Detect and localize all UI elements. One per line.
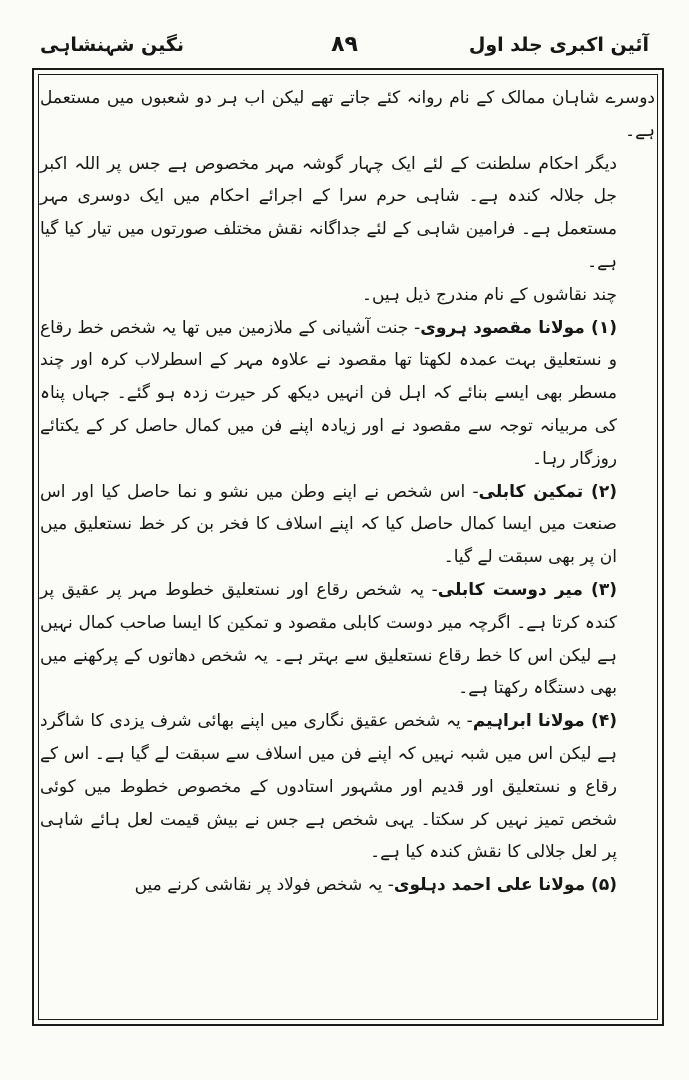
entry-ali-ahmad-dehlavi [40,869,655,902]
body-text [40,82,655,1012]
chapter-title: نگین شہنشاہی [40,34,185,56]
entry-text: - یہ شخص فولاد پر نقاشی کرنے میں [134,875,394,896]
page-header [30,26,659,66]
entry-maulana-ibrahim [40,705,655,869]
entry-heading: (۳) میر دوست کابلی [437,579,617,600]
entry-text: - یہ شخص عقیق نگاری میں اپنے بھائی شرف یزدی کا شاگرد ہے لیکن اس میں شبہ نہیں کہ اپنے فن میں اسلاف سے سبقت لے گیا ہے۔ اس کے رقاع و نستعلیق اور قدیم اور مشہور استادوں کے مخصوص خطوط میں کوئی شخص تمیز نہیں کر سکتا۔ یہی شخص ہے جس نے بیش قیمت لعل ہائے شاہی پر لعل جلالی کا نقش کندہ کیا ہے۔ [40,711,617,863]
entry-maqsud-harawi [40,312,655,476]
paragraph-engravers-intro: چند نقاشوں کے نام مندرج ذیل ہیں۔ [361,284,617,305]
entry-tamkin-kabuli [40,476,655,574]
entry-text: - جنت آشیانی کے ملازمین میں تھا یہ شخص خط رقاع و نستعلیق بہت عمدہ لکھتا تھا مقصود نے علاوہ مہر کے اسطرلاب کرہ اور چند مسطر بھی ایسے بنائے کہ اہل فن انہیں دیکھ کر حیرت زدہ ہو گئے۔ جہاں پناہ کی مربیانہ توجہ سے مقصود نے اور زیادہ اپنے فن میں کمال حاصل کر کے یکتائے روزگار رہا۔ [40,317,617,469]
entry-heading: (۵) مولانا علی احمد دہلوی [393,875,617,896]
paragraph-square-seal: دیگر احکام سلطنت کے لئے ایک چہار گوشہ مہر مخصوص ہے جس پر اللہ اکبر جل جلالہ کندہ ہے۔ شاہی حرم سرا کے اجرائے احکام میں ایک دوسری مہر مستعمل ہے۔ فرامین شاہی کے لئے جداگانہ نقش مختلف صورتوں میں تیار کیا گیا ہے۔ [40,153,617,272]
entry-heading: (۱) مولانا مقصود ہروی [420,317,617,338]
entry-text: - اس شخص نے اپنے وطن میں نشو و نما حاصل کیا اور اس صنعت میں ایسا کمال حاصل کیا کہ اپنے اسلاف کا فخر بن کر خط نستعلیق میں ان پر بھی سبقت لے گیا۔ [40,481,617,568]
paragraph-seals-usage: دوسرے شاہان ممالک کے نام روانہ کئے جاتے تھے لیکن اب ہر دو شعبوں میں مستعمل ہے۔ [40,88,655,141]
entry-text: - یہ شخص رقاع اور نستعلیق خطوط مہر پر عقیق پر کندہ کرتا ہے۔ اگرچہ میر دوست کابلی مقصود و تمکین کا ایسا صاحب کمال نہیں ہے لیکن اس کا خط رقاع نستعلیق سے بہتر ہے۔ یہ شخص دھاتوں کے پرکھنے میں بھی دستگاہ رکھتا ہے۔ [40,579,617,699]
entry-mir-dost-kabuli [40,574,655,705]
entry-heading: (۲) تمکین کابلی [478,481,617,502]
page-number: ۸۹ [331,32,358,57]
entry-heading: (۴) مولانا ابراہیم [472,711,618,732]
book-title: آئین اکبری جلد اول [468,34,649,56]
